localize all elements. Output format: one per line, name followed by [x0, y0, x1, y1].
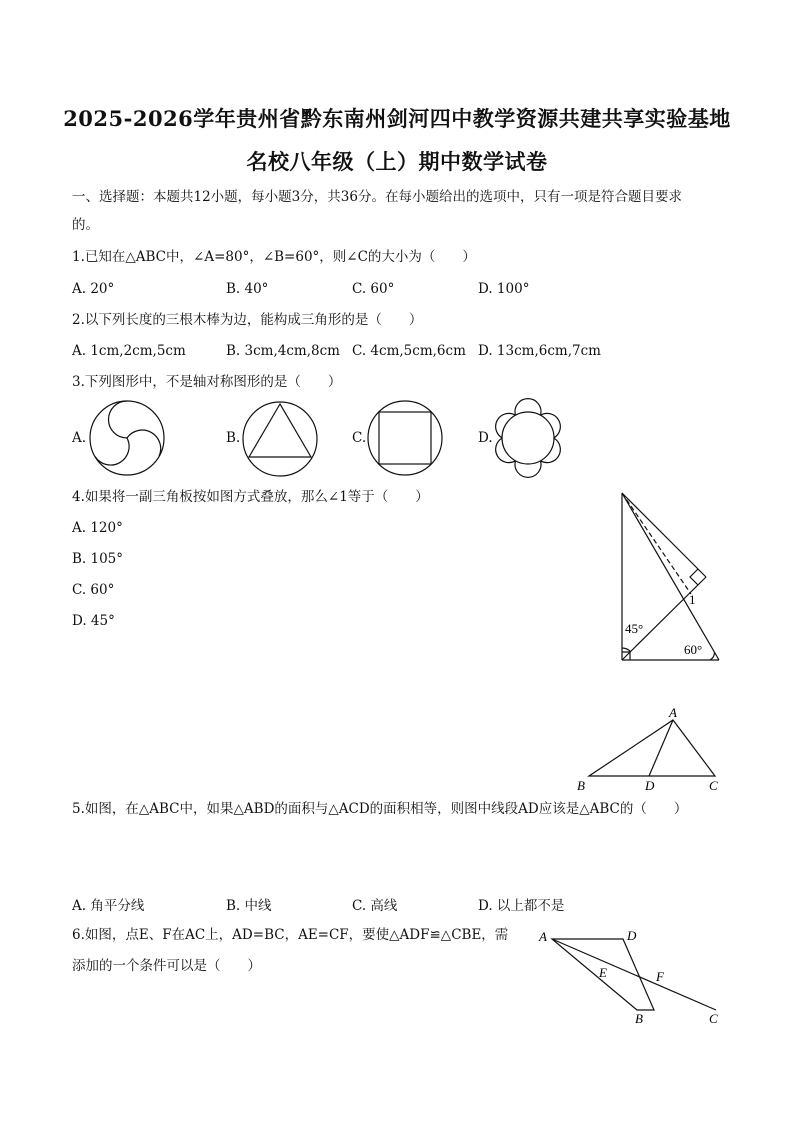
question-5-stem: 5.如图，在△ABC中，如果△ABD的面积与△ACD的面积相等，则图中线段AD应该是△ABC的（ ） — [72, 801, 688, 817]
q4-option-c: C. 60° — [72, 582, 115, 598]
q5-option-b: B. 中线 — [226, 898, 272, 914]
q4-label-angle1: 1 — [689, 592, 696, 607]
q3-figure-c-square-in-circle — [367, 400, 447, 480]
q2-option-b: B. 3cm,4cm,8cm — [226, 343, 340, 359]
question-6-stem: 6.如图，点E、F在AC上，AD=BC，AE=CF，要使△ADF≌△CBE，需 — [72, 927, 509, 943]
q1-option-c: C. 60° — [352, 281, 395, 297]
q6-label-d: D — [627, 928, 637, 943]
exam-title-line2: 名校八年级（上）期中数学试卷 — [246, 149, 548, 174]
q3-option-d: D. — [478, 430, 493, 446]
q5-label-d: D — [645, 778, 655, 793]
q5-option-d: D. 以上都不是 — [478, 898, 565, 914]
question-3-stem: 3.下列图形中，不是轴对称图形的是（ ） — [72, 374, 342, 390]
section-instructions-cont: 的。 — [72, 217, 99, 233]
q6-label-b: B — [635, 1011, 643, 1026]
q6-label-e: E — [599, 965, 607, 980]
q3-figure-d-flower — [490, 400, 570, 480]
q5-option-c: C. 高线 — [352, 898, 398, 914]
q3-option-c: C. — [352, 430, 367, 446]
q1-option-a: A. 20° — [72, 281, 115, 297]
question-2-stem: 2.以下列长度的三根木棒为边，能构成三角形的是（ ） — [72, 312, 423, 328]
q5-label-a: A — [669, 705, 677, 720]
q5-option-a: A. 角平分线 — [72, 898, 145, 914]
question-4-stem: 4.如果将一副三角板按如图方式叠放，那么∠1等于（ ） — [72, 489, 429, 505]
q4-label-45: 45° — [625, 621, 644, 636]
section-instructions: 一、选择题：本题共12小题，每小题3分，共36分。在每小题给出的选项中，只有一项是符合题目要求 — [72, 189, 682, 205]
q2-option-c: C. 4cm,5cm,6cm — [352, 343, 466, 359]
q1-option-b: B. 40° — [226, 281, 269, 297]
q5-label-b: B — [577, 778, 585, 793]
q5-figure-triangle-abc — [575, 706, 735, 796]
question-1-stem: 1.已知在△ABC中，∠A=80°，∠B=60°，则∠C的大小为（ ） — [72, 249, 476, 265]
q4-figure-set-squares — [615, 488, 725, 668]
q6-label-f: F — [656, 969, 664, 984]
q2-option-d: D. 13cm,6cm,7cm — [478, 343, 601, 359]
q3-option-b: B. — [226, 430, 241, 446]
q4-option-b: B. 105° — [72, 551, 124, 567]
q3-figure-a-swirl — [89, 400, 169, 480]
q6-label-a: A — [539, 929, 547, 944]
exam-title-line1: 2025-2026学年贵州省黔东南州剑河四中教学资源共建共享实验基地 — [63, 106, 731, 131]
q4-option-a: A. 120° — [72, 520, 123, 536]
q3-figure-b-triangle-in-circle — [241, 400, 321, 480]
q6-label-c: C — [709, 1011, 718, 1026]
q4-option-d: D. 45° — [72, 613, 115, 629]
question-6-stem-cont: 添加的一个条件可以是（ ） — [72, 958, 261, 974]
q5-label-c: C — [709, 778, 718, 793]
q1-option-d: D. 100° — [478, 281, 530, 297]
q2-option-a: A. 1cm,2cm,5cm — [72, 343, 186, 359]
q6-figure-parallelogram — [535, 925, 735, 1025]
q4-label-60: 60° — [684, 642, 703, 657]
q3-option-a: A. — [72, 430, 87, 446]
